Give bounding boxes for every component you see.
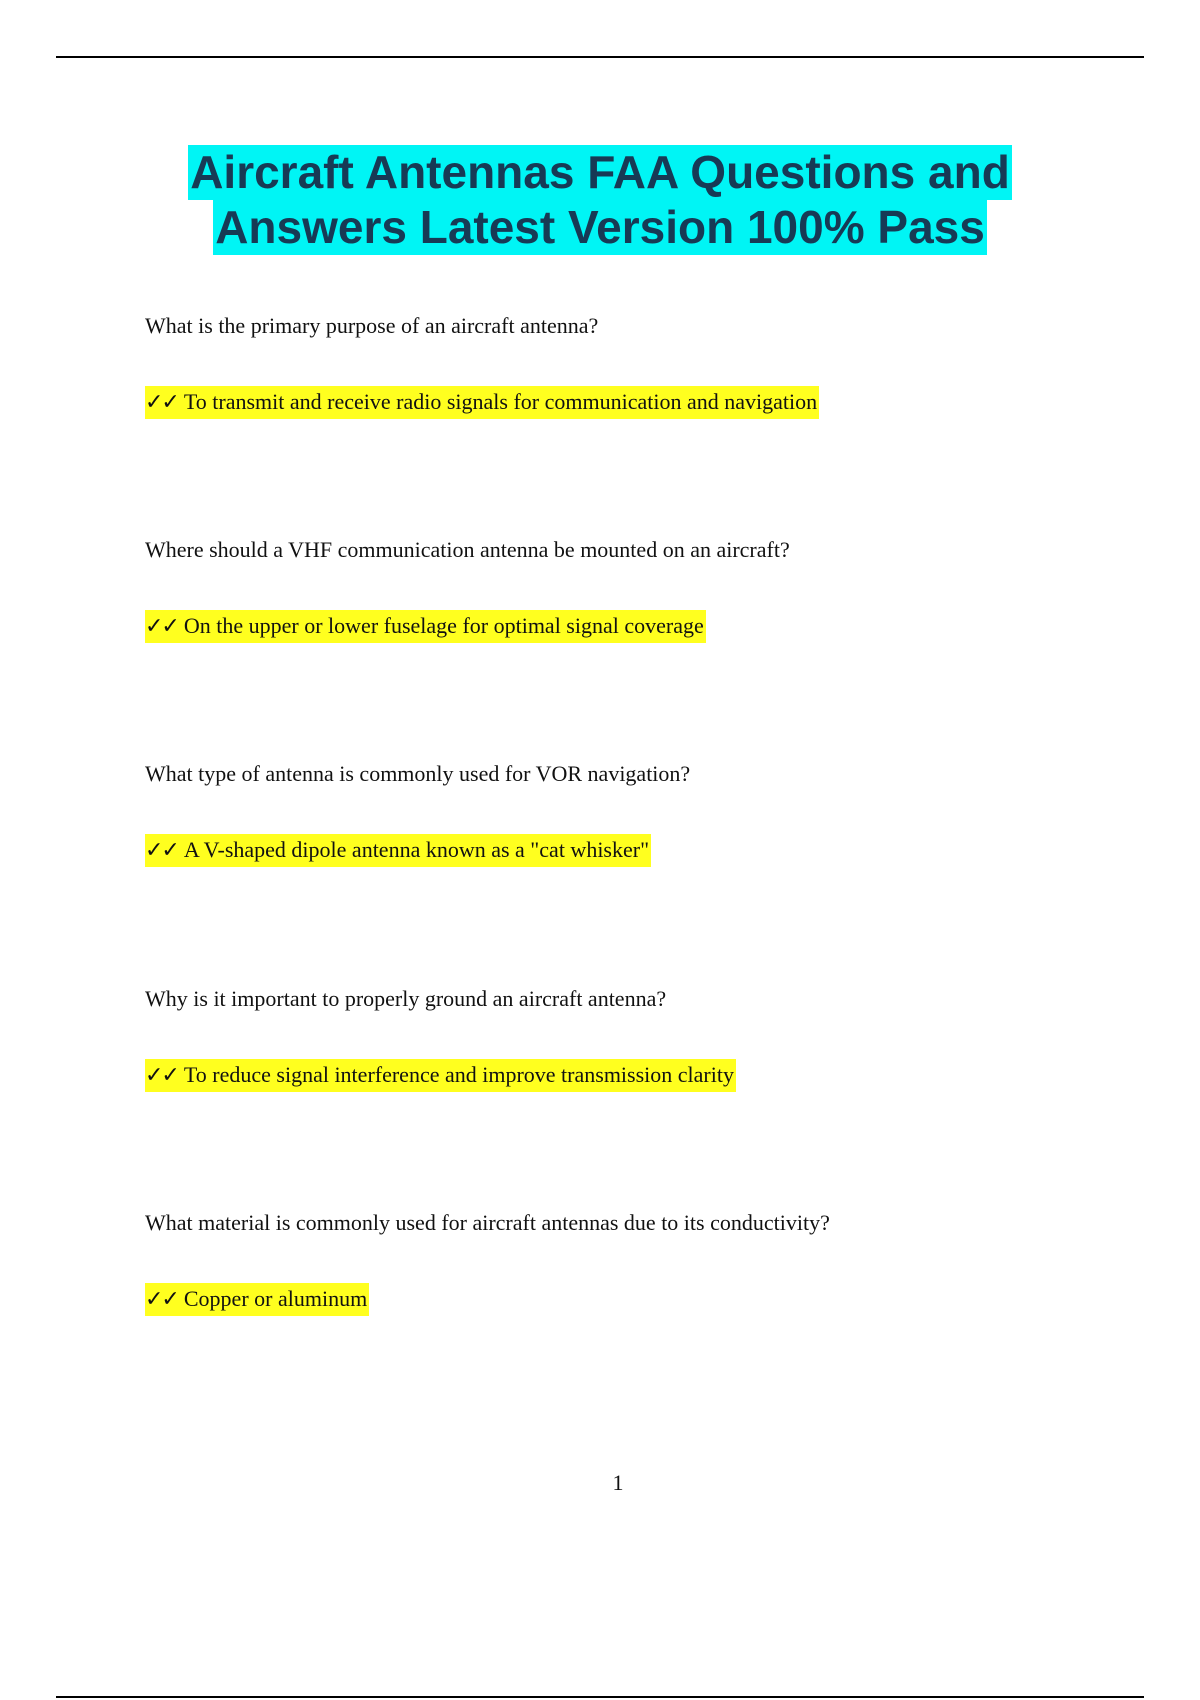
answer-label: To transmit and receive radio signals for communication and navigation — [183, 389, 818, 414]
answer-label: A V-shaped dipole antenna known as a "cat whisker" — [183, 837, 650, 862]
footer-rule — [56, 1696, 1144, 1698]
answer-text — [145, 1059, 736, 1092]
question-text: Where should a VHF communication antenna be mounted on an aircraft? — [145, 537, 790, 562]
question-text: What material is commonly used for aircraft antennas due to its conductivity? — [145, 1210, 830, 1235]
answer-text — [145, 386, 819, 419]
page-number: 1 — [612, 1470, 624, 1495]
answer-text — [145, 610, 706, 643]
answer-label: Copper or aluminum — [183, 1286, 368, 1311]
double-check-icon: ✓✓ — [145, 838, 178, 863]
answer-label: To reduce signal interference and improve transmission clarity — [183, 1062, 734, 1087]
answer-label: On the upper or lower fuselage for optimal signal coverage — [183, 613, 704, 638]
answer-text — [145, 834, 651, 867]
double-check-icon: ✓✓ — [145, 390, 178, 415]
double-check-icon: ✓✓ — [145, 1063, 178, 1088]
answer-text — [145, 1283, 369, 1316]
double-check-icon: ✓✓ — [145, 1287, 178, 1312]
header-rule — [56, 56, 1144, 58]
question-text: What is the primary purpose of an aircraft antenna? — [145, 313, 599, 338]
title-line-1: Aircraft Antennas FAA Questions and — [190, 146, 1010, 198]
question-text: Why is it important to properly ground an aircraft antenna? — [145, 986, 667, 1011]
double-check-icon: ✓✓ — [145, 614, 178, 639]
question-text: What type of antenna is commonly used for VOR navigation? — [145, 761, 691, 786]
title-line-2: Answers Latest Version 100% Pass — [215, 201, 985, 253]
document-title — [100, 145, 1100, 255]
